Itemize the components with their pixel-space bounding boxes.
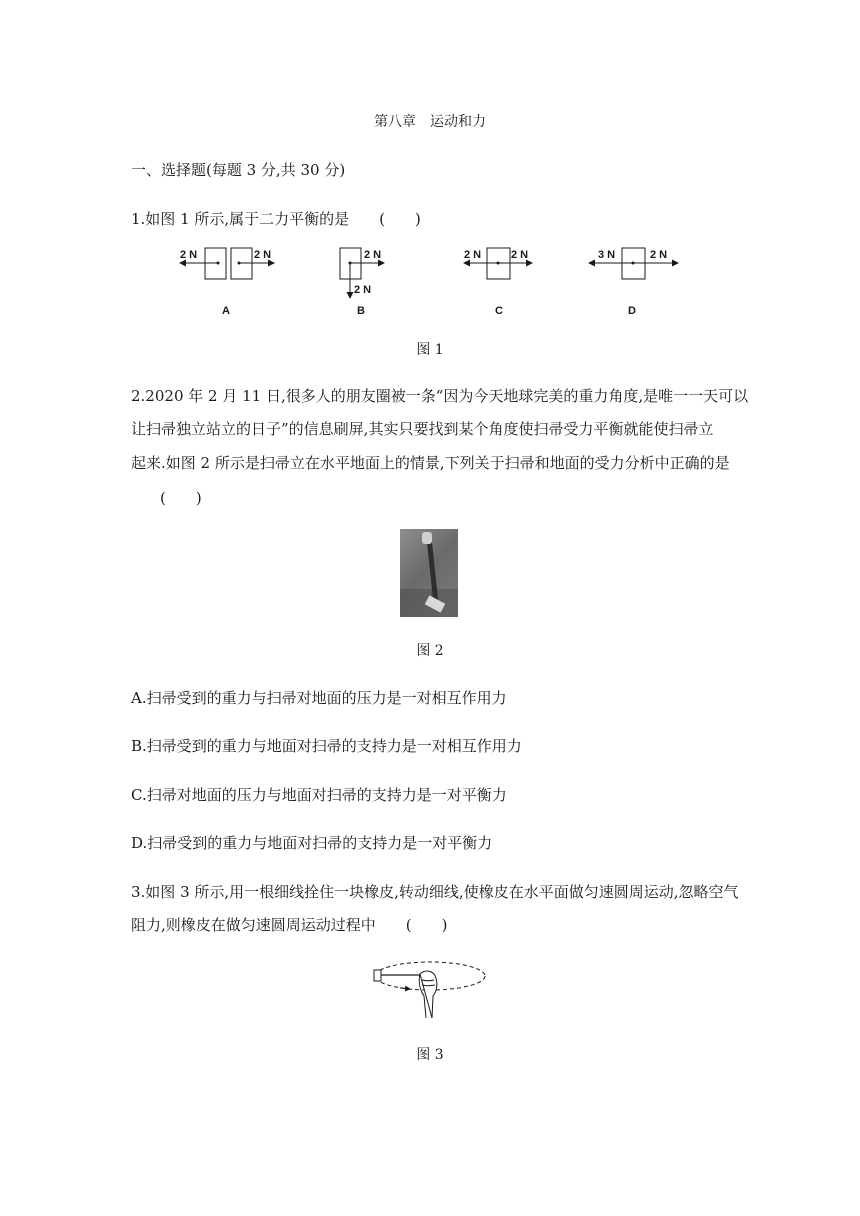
- option-a-letter: A: [222, 305, 230, 317]
- section-heading: 一、选择题(每题 3 分,共 30 分): [131, 161, 346, 179]
- question-2-line-3: 起来.如图 2 所示是扫帚立在水平地面上的情景,下列关于扫帚和地面的受力分析中正确的是: [131, 454, 730, 472]
- option-b-diagram: [340, 248, 384, 317]
- figure-2-caption: 图 2: [416, 643, 444, 659]
- eraser: [374, 970, 381, 981]
- option-d-diagram: [589, 248, 678, 317]
- question-2-choice-b: B.扫帚受到的重力与地面对扫帚的支持力是一对相互作用力: [131, 737, 522, 755]
- option-a-force-right: 2 N: [254, 249, 272, 261]
- question-1-stem: 1.如图 1 所示,属于二力平衡的是 ( ): [131, 210, 421, 228]
- question-3-line-1: 3.如图 3 所示,用一根细线拴住一块橡皮,转动细线,使橡皮在水平面做匀速圆周运动,忽略空气: [131, 883, 739, 901]
- option-d-force-right: 2 N: [650, 249, 668, 261]
- question-2-choice-d: D.扫帚受到的重力与地面对扫帚的支持力是一对平衡力: [131, 834, 493, 852]
- option-d-force-left: 3 N: [598, 249, 616, 261]
- option-b-force-down: 2 N: [354, 284, 372, 296]
- option-b-letter: B: [357, 305, 365, 317]
- question-3-line-2: 阻力,则橡皮在做匀速圆周运动过程中 ( ): [131, 916, 448, 934]
- figure-3: [370, 958, 490, 1024]
- option-a-force-left: 2 N: [180, 249, 198, 261]
- question-2-line-1: 2.2020 年 2 月 11 日,很多人的朋友圈被一条“因为今天地球完美的重力角度,是唯一一天可以: [131, 387, 749, 405]
- option-c-force-right: 2 N: [511, 249, 529, 261]
- broom-photo: [400, 529, 458, 617]
- hand: [419, 971, 437, 1018]
- option-d-letter: D: [628, 305, 636, 317]
- option-c-letter: C: [495, 305, 503, 317]
- question-2-line-2: 让扫帚独立站立的日子”的信息刷屏,其实只要找到某个角度使扫帚受力平衡就能使扫帚立: [131, 420, 714, 438]
- figure-3-caption: 图 3: [416, 1047, 444, 1063]
- option-c-diagram: [464, 248, 532, 317]
- option-a-diagram: [180, 248, 274, 317]
- question-2-choice-c: C.扫帚对地面的压力与地面对扫帚的支持力是一对平衡力: [131, 786, 507, 804]
- figure-1: [150, 240, 710, 324]
- figure-1-caption: 图 1: [416, 342, 444, 358]
- option-b-force-right: 2 N: [364, 249, 382, 261]
- question-2-answer-blank: ( ): [160, 489, 202, 507]
- question-2-choice-a: A.扫帚受到的重力与扫帚对地面的压力是一对相互作用力: [131, 689, 507, 707]
- chapter-title: 第八章 运动和力: [374, 114, 486, 130]
- option-c-force-left: 2 N: [464, 249, 482, 261]
